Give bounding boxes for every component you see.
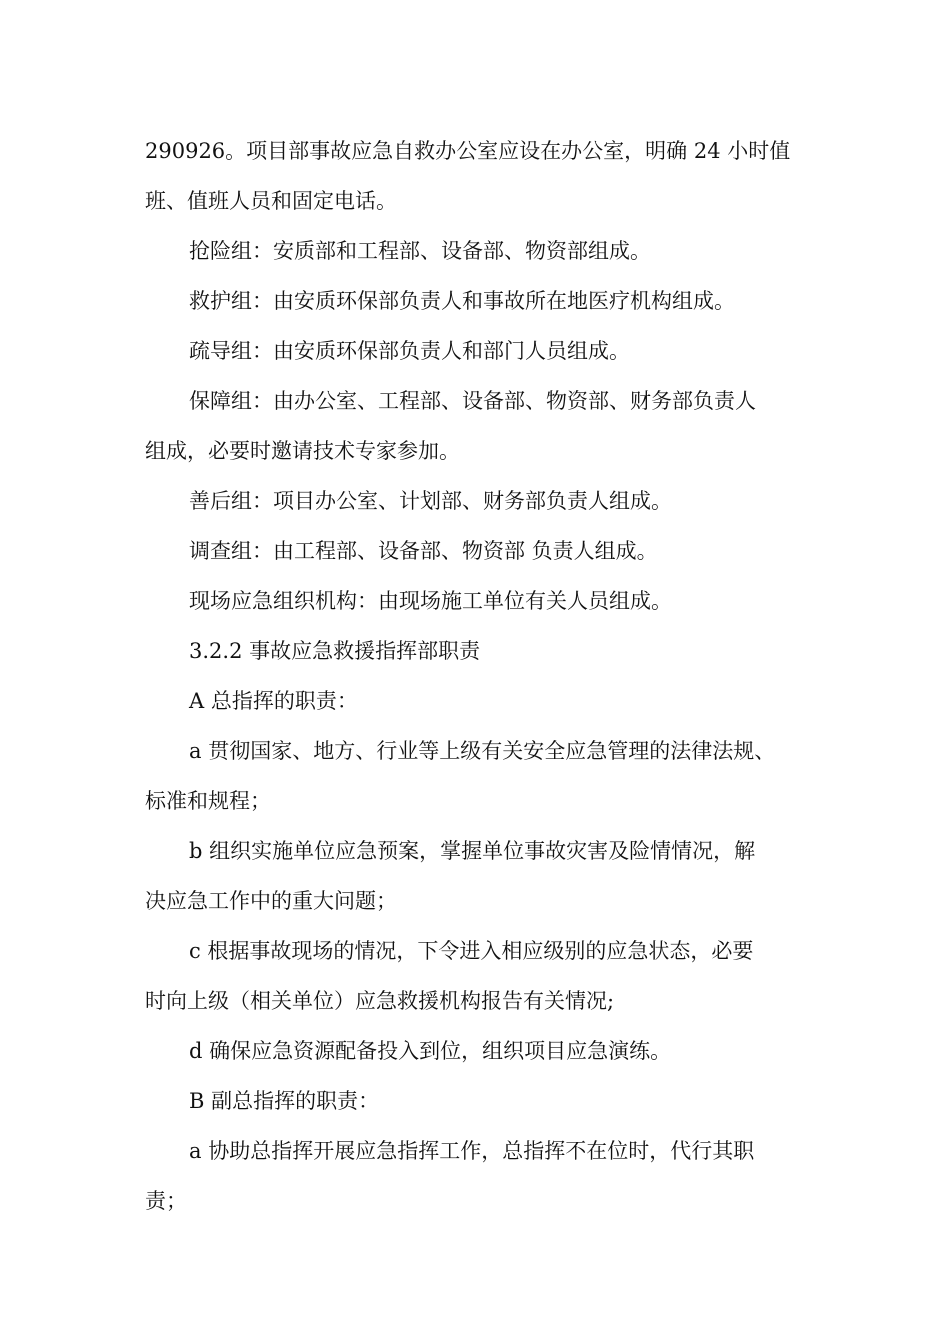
- paragraph-line: a 协助总指挥开展应急指挥工作，总指挥不在位时，代行其职: [189, 1139, 755, 1163]
- paragraph-line: 现场应急组织机构：由现场施工单位有关人员组成。: [189, 589, 672, 613]
- paragraph-line: d 确保应急资源配备投入到位，组织项目应急演练。: [189, 1039, 672, 1063]
- paragraph-line: 疏导组：由安质环保部负责人和部门人员组成。: [189, 339, 630, 363]
- paragraph-line: 组成，必要时邀请技术专家参加。: [145, 439, 460, 463]
- paragraph-line: b 组织实施单位应急预案，掌握单位事故灾害及险情情况，解: [189, 839, 756, 863]
- section-heading: 3.2.2 事故应急救援指挥部职责: [189, 639, 481, 663]
- subsection-heading: A 总指挥的职责：: [189, 689, 358, 713]
- paragraph-line: 标准和规程；: [145, 789, 271, 813]
- paragraph-line: c 根据事故现场的情况，下令进入相应级别的应急状态，必要: [189, 939, 754, 963]
- paragraph-line: 保障组：由办公室、工程部、设备部、物资部、财务部负责人: [189, 389, 756, 413]
- paragraph-line: 290926。项目部事故应急自救办公室应设在办公室，明确 24 小时值: [145, 139, 791, 163]
- paragraph-line: 救护组：由安质环保部负责人和事故所在地医疗机构组成。: [189, 289, 735, 313]
- subsection-heading: B 副总指挥的职责：: [189, 1089, 380, 1113]
- paragraph-line: 决应急工作中的重大问题；: [145, 889, 397, 913]
- document-body: [145, 128, 835, 1228]
- paragraph-line: 善后组：项目办公室、计划部、财务部负责人组成。: [189, 489, 672, 513]
- paragraph-line: 时向上级（相关单位）应急救援机构报告有关情况;: [145, 989, 615, 1013]
- paragraph-line: 调查组：由工程部、设备部、物资部 负责人组成。: [189, 539, 658, 563]
- paragraph-line: 班、值班人员和固定电话。: [145, 189, 397, 213]
- paragraph-line: a 贯彻国家、地方、行业等上级有关安全应急管理的法律法规、: [189, 739, 776, 763]
- paragraph-line: 抢险组：安质部和工程部、设备部、物资部组成。: [189, 239, 651, 263]
- paragraph-line: 责；: [145, 1189, 187, 1213]
